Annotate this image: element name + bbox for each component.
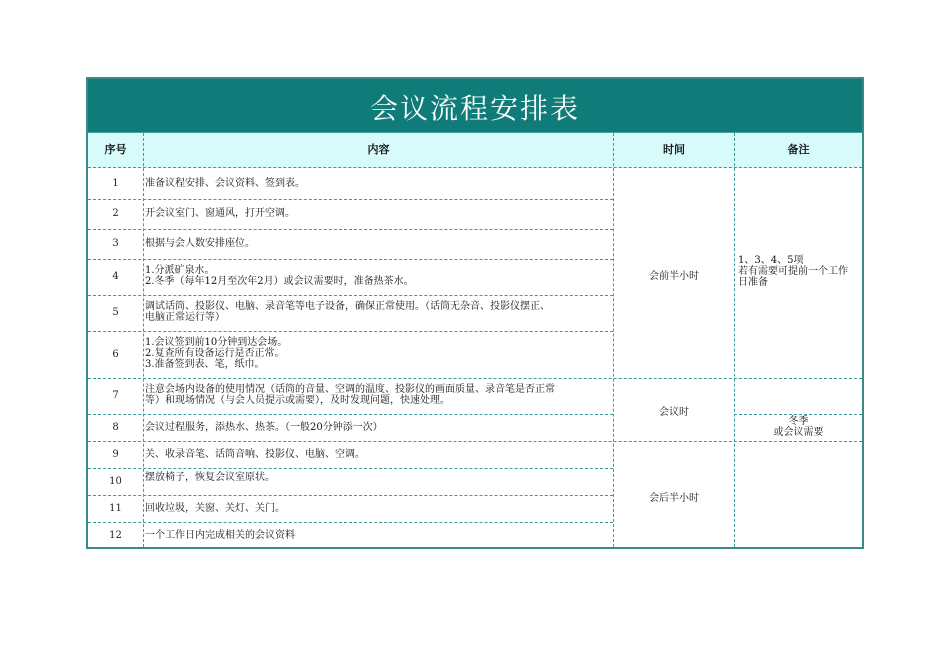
grid-line	[613, 133, 614, 547]
group-divider	[88, 441, 862, 442]
row-number: 3	[112, 238, 119, 249]
note-before-meeting: 1、3、4、5项 若有需要可提前一个工作 日准备	[738, 255, 848, 288]
row-divider	[88, 468, 613, 469]
row-divider	[88, 522, 613, 523]
task-content: 回收垃圾，关窗、关灯、关门。	[145, 503, 285, 514]
note-divider	[734, 414, 862, 415]
row-number: 5	[112, 307, 119, 318]
time-before-meeting: 会前半小时	[649, 271, 699, 282]
task-content: 关、收录音笔、话筒音响、投影仪、电脑、空调。	[145, 449, 365, 460]
row-divider	[88, 229, 613, 230]
group-divider	[88, 378, 862, 379]
row-number: 6	[112, 349, 119, 360]
row-divider	[88, 414, 613, 415]
row-number: 4	[112, 271, 119, 282]
task-content: 1.会议签到前10分钟到达会场。 2.复查所有设备运行是否正常。 3.准备签到表、笔，纸巾。	[145, 337, 288, 370]
time-after-meeting: 会后半小时	[649, 493, 699, 504]
header-row	[88, 133, 862, 168]
schedule-table	[86, 77, 864, 549]
task-content: 1.分派矿泉水。 2.冬季（每年12月至次年2月）或会议需要时，准备热茶水。	[145, 265, 414, 287]
header-time: 时间	[663, 143, 685, 156]
task-content: 注意会场内设备的使用情况（话筒的音量、空调的温度、投影仪的画面质量、录音笔是否正常 等）和现场情况（与会人员提示或需要），及时发现问题，快速处理。	[145, 384, 555, 406]
note-row8: 冬季 或会议需要	[773, 416, 824, 438]
task-content: 会议过程服务，添热水、热茶。（一般20分钟添一次）	[145, 422, 383, 433]
header-content: 内容	[367, 143, 390, 156]
task-content: 一个工作日内完成相关的会议资料	[145, 530, 295, 541]
task-content: 摆放椅子，恢复会议室原状。	[145, 472, 275, 483]
row-divider	[88, 199, 613, 200]
row-number: 7	[112, 390, 119, 401]
task-content: 开会议室门、窗通风，打开空调。	[145, 208, 295, 219]
title-bar	[88, 79, 862, 133]
task-content: 根据与会人数安排座位。	[145, 238, 255, 249]
time-during-meeting: 会议时	[659, 407, 689, 418]
row-divider	[88, 295, 613, 296]
row-number: 9	[112, 449, 119, 460]
row-number: 8	[112, 422, 119, 433]
row-number: 1	[112, 178, 119, 189]
row-number: 12	[109, 530, 122, 541]
header-note: 备注	[787, 143, 810, 156]
task-content: 调试话筒、投影仪、电脑、录音笔等电子设备，确保正常使用。（话筒无杂音、投影仪摆正、 电脑正常运行等）	[145, 301, 550, 323]
task-content: 准备议程安排、会议资料、签到表。	[145, 178, 305, 189]
row-number: 10	[109, 476, 122, 487]
page-title: 会议流程安排表	[369, 92, 580, 125]
row-divider	[88, 495, 613, 496]
row-divider	[88, 331, 613, 332]
grid-line	[734, 133, 735, 547]
row-number: 2	[112, 208, 119, 219]
row-divider	[88, 259, 613, 260]
header-num: 序号	[104, 143, 127, 156]
grid-line	[143, 133, 144, 547]
row-number: 11	[109, 503, 122, 514]
